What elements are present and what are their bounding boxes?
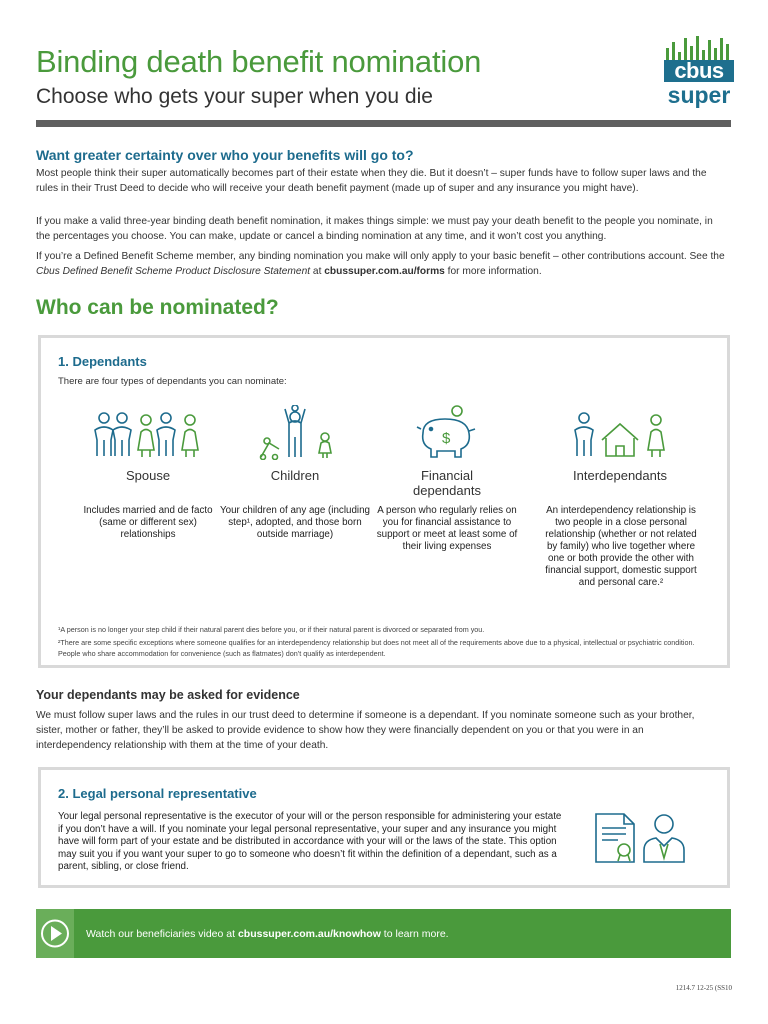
- spouse-description: Includes married and de facto (same or different sex) relationships: [83, 505, 213, 540]
- dependant-type-children: [220, 405, 370, 540]
- logo-text-super: super: [667, 82, 731, 108]
- intro-heading: Want greater certainty over who your benefits will go to?: [36, 147, 414, 163]
- children-label: Children: [270, 468, 320, 483]
- interdependants-label: Interdependants: [573, 468, 667, 483]
- dependant-type-interdependants: [545, 405, 697, 588]
- footnote-2: ²There are some specific exceptions where someone qualifies for an interdependency relationship but does not meet all of the requirements above due to a physical, intellectual or psychiatric condition. People who share accommodation for convenience (such as flatmates) don’t qualify as interdependent.: [58, 638, 695, 658]
- evidence-text: We must follow super laws and the rules in our trust deed to determine if someone is a dependant. If you nominate someone such as your brother, sister, mother or father, they’ll be asked to provide evidence to show how they were financially dependent on you or that you were in an interdependency relationship with them at the time of your death.: [36, 710, 695, 751]
- footnote-1: ¹A person is no longer your step child if their natural parent dies before you, or if their natural parent is divorced or separated from you.: [58, 625, 485, 634]
- logo-text-cbus: cbus: [664, 60, 734, 82]
- p3-text-b: at: [310, 266, 325, 277]
- page-title: Binding death benefit nomination: [36, 44, 482, 79]
- play-button[interactable]: [36, 909, 74, 958]
- financial-label: Financial dependants: [413, 468, 481, 498]
- p3-pds-title: Cbus Defined Benefit Scheme Product Disclosure Statement: [36, 266, 311, 277]
- representative-person-icon: [642, 812, 686, 869]
- header-divider: [36, 120, 731, 127]
- house-couple-icon: [545, 405, 695, 460]
- dependant-type-financial: [372, 405, 522, 552]
- evidence-heading: Your dependants may be asked for evidence: [36, 688, 300, 702]
- knowhow-link[interactable]: cbussuper.com.au/knowhow: [237, 928, 381, 940]
- banner-text-a: Watch our beneficiaries video at: [86, 928, 238, 940]
- banner-text-b: to learn more.: [380, 928, 449, 940]
- children-icon: [220, 405, 370, 460]
- p3-text-a: If you’re a Defined Benefit Scheme member, any binding nomination you make will only apply to your basic benefit – other contributions account. See the: [36, 251, 725, 262]
- dependant-type-spouse: [73, 405, 223, 540]
- who-heading: Who can be nominated?: [36, 296, 279, 319]
- spouse-icon: [73, 405, 223, 460]
- legal-rep-title: 2. Legal personal representative: [58, 786, 257, 801]
- dependants-title: 1. Dependants: [58, 354, 147, 369]
- legal-rep-text: Your legal personal representative is the executor of your will or the person responsible for administering your estate if you don’t have a will. If you nominate your legal personal representative, your super and any insurance you might have will form part of your estate and be distributed in accordance with your will or the laws of the state. This option may suit you if you want your super to go to someone who doesn’t fit within the definition of a dependant, such as a parent, sibling, or close friend.: [58, 811, 562, 872]
- document-code: 1214.7 12-25 (SS10: [675, 984, 732, 992]
- piggy-bank-icon: [372, 405, 522, 460]
- intro-paragraph-1: Most people think their super automatically becomes part of their estate when they die. But it doesn’t – super funds have to follow super laws and the rules in their Trust Deed to decide who will receive your death benefit payment (made up of super and any insurance you might have).: [36, 168, 707, 194]
- will-document-icon: [592, 812, 638, 869]
- cbus-super-logo: [664, 34, 734, 110]
- interdependants-description: An interdependency relationship is two people in a close personal relationship (whether or not related by family) who live together where one or both provide the other with financial support, domestic support and personal care.²: [545, 505, 697, 588]
- page-subtitle: Choose who gets your super when you die: [36, 85, 433, 108]
- banner-text: [86, 928, 449, 940]
- financial-description: A person who regularly relies on you for financial assistance to support or meet at least some of their living expenses: [376, 505, 518, 552]
- intro-paragraph-3: [36, 249, 726, 279]
- intro-paragraph-2: If you make a valid three-year binding death benefit nomination, it makes things simple: we must pay your death benefit to the people you nominate, in the percentages you choose. You can make, update or cancel a binding nomination at any time, and it won’t cost you anything.: [36, 216, 713, 242]
- dependants-intro: There are four types of dependants you can nominate:: [58, 376, 287, 387]
- p3-text-c: for more information.: [444, 266, 542, 277]
- spouse-label: Spouse: [125, 468, 171, 483]
- forms-link[interactable]: cbussuper.com.au/forms: [324, 266, 445, 277]
- play-icon: [36, 909, 74, 958]
- svg-text:$: $: [442, 430, 451, 447]
- children-description: Your children of any age (including step¹, adopted, and those born outside marriage): [220, 505, 370, 540]
